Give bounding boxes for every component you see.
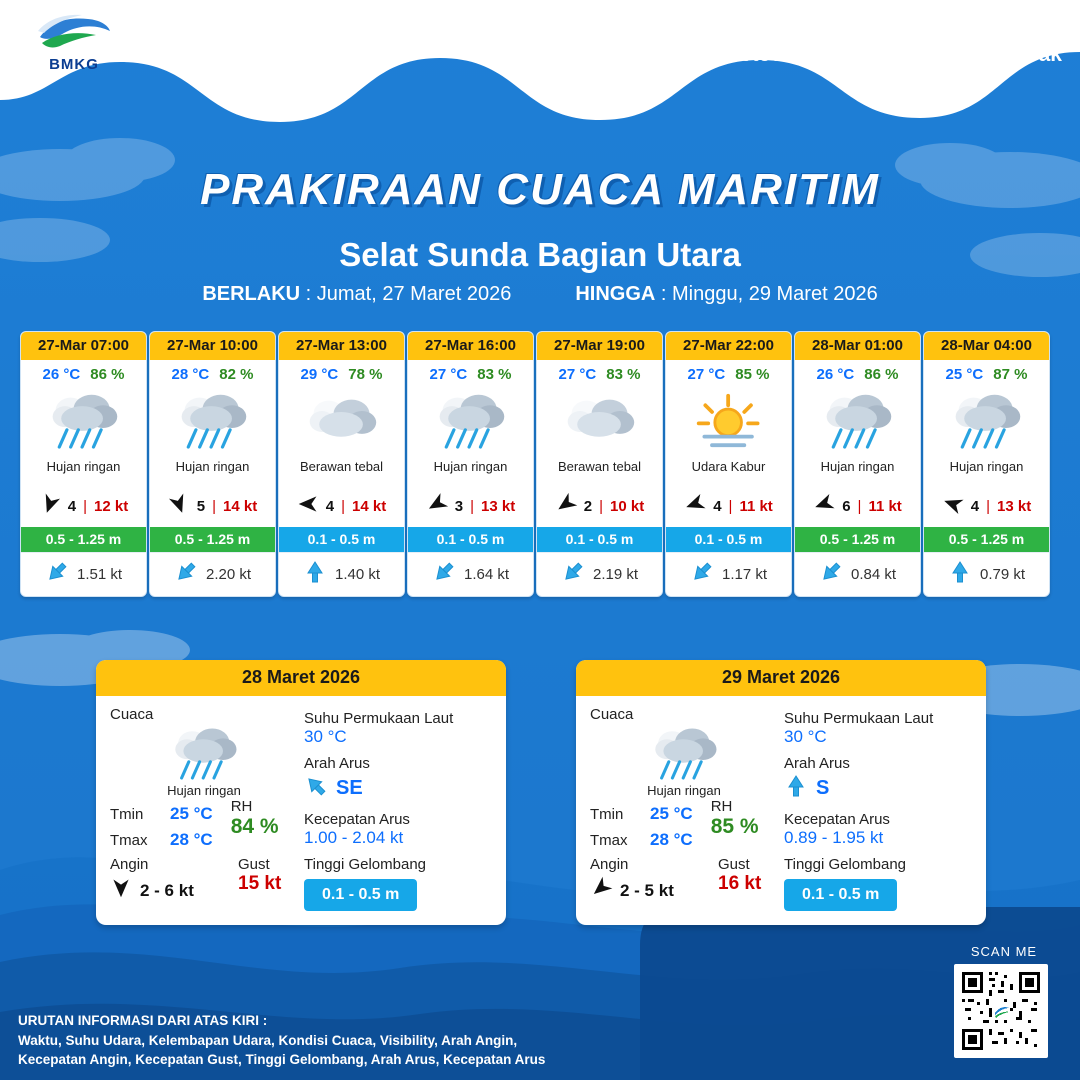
daily-card	[576, 660, 986, 925]
hourly-current-speed: 2.20 kt	[205, 565, 252, 583]
hourly-temperature: 27 °C	[429, 366, 468, 383]
haze-sun-icon	[666, 385, 791, 457]
hourly-current-speed: 1.51 kt	[76, 565, 123, 583]
hourly-humidity: 78 %	[348, 366, 383, 383]
wind-separator: |	[83, 497, 88, 515]
cloudy-thick-icon	[279, 385, 404, 457]
hourly-wind	[150, 477, 275, 527]
wind-direction-arrow-icon	[168, 493, 190, 519]
daily-current-speed: 1.00 - 2.04 kt	[304, 828, 404, 847]
hourly-wave-height: 0.5 - 1.25 m	[21, 527, 146, 552]
current-direction-arrow-icon	[819, 560, 843, 588]
hourly-temperature: 25 °C	[945, 366, 984, 383]
daily-tmin-label: Tmin	[110, 806, 144, 823]
hourly-wind-dir-value: 3	[454, 497, 464, 515]
hourly-meta	[795, 360, 920, 385]
hourly-humidity: 82 %	[219, 366, 254, 383]
hourly-wind	[795, 477, 920, 527]
daily-tmin: 25 °C	[170, 804, 213, 823]
hourly-condition: Udara Kabur	[691, 459, 766, 474]
hourly-card	[923, 331, 1050, 597]
daily-gust-label: Gust	[718, 856, 750, 873]
wind-separator: |	[341, 497, 346, 515]
hourly-wind	[666, 477, 791, 527]
daily-weather-label: Cuaca	[110, 706, 154, 723]
daily-rh: 84 %	[230, 815, 279, 838]
page-subtitle: Selat Sunda Bagian Utara	[339, 236, 741, 273]
rain-light-icon	[408, 385, 533, 457]
bmkg-logo	[14, 10, 134, 73]
qr-code-icon[interactable]	[954, 964, 1048, 1058]
hourly-meta	[21, 360, 146, 385]
hourly-card	[278, 331, 405, 597]
valid-to-value: : Minggu, 29 Maret 2026	[660, 283, 878, 305]
wind-direction-arrow-icon	[555, 493, 577, 519]
hourly-time: 28-Mar 01:00	[795, 332, 920, 360]
wind-direction-arrow-icon	[39, 493, 61, 519]
hourly-wind-dir-value: 4	[713, 497, 722, 515]
legend-line-2: Kecepatan Angin, Kecepatan Gust, Tinggi Gelombang, Arah Arus, Kecepatan Arus	[18, 1052, 546, 1068]
rain-light-icon	[795, 385, 920, 457]
hourly-temperature: 29 °C	[300, 366, 339, 383]
hourly-condition: Hujan ringan	[949, 459, 1024, 474]
daily-rh-label: RH	[710, 798, 733, 815]
daily-wind-label: Angin	[590, 856, 629, 873]
bmkg-logo-icon	[32, 10, 116, 54]
hourly-current-speed: 1.17 kt	[721, 565, 768, 583]
current-direction-arrow-icon	[561, 560, 585, 588]
header-titles	[517, 10, 1062, 67]
hourly-current	[924, 552, 1049, 596]
hourly-current-speed: 1.64 kt	[463, 565, 510, 583]
hourly-current	[150, 552, 275, 596]
daily-wind: 2 - 6 kt	[140, 880, 194, 900]
rain-light-icon	[150, 385, 275, 457]
valid-to	[575, 283, 877, 306]
hourly-time: 27-Mar 16:00	[408, 332, 533, 360]
hourly-meta	[150, 360, 275, 385]
rain-light-icon	[924, 385, 1049, 457]
daily-card	[96, 660, 506, 925]
hourly-wind	[279, 477, 404, 527]
daily-current-speed-label: Kecepatan Arus	[304, 811, 410, 828]
daily-wave-height: 0.1 - 0.5 m	[304, 879, 417, 911]
hourly-current	[666, 552, 791, 596]
hourly-wind	[408, 477, 533, 527]
daily-current-dir-label: Arah Arus	[784, 755, 850, 772]
daily-date: 29 Maret 2026	[576, 660, 986, 696]
current-direction-arrow-icon	[303, 560, 327, 588]
valid-to-label: HINGGA	[575, 283, 656, 305]
daily-wave-label: Tinggi Gelombang	[784, 856, 907, 873]
bmkg-logo-label: BMKG	[49, 56, 99, 73]
cloudy-thick-icon	[537, 385, 662, 457]
daily-current-speed-label: Kecepatan Arus	[784, 811, 890, 828]
hourly-card	[536, 331, 663, 597]
hourly-wind-speed: 13 kt	[481, 497, 516, 515]
page-title: PRAKIRAAN CUACA MARITIM	[200, 165, 880, 214]
hourly-temperature: 27 °C	[687, 366, 726, 383]
daily-weather-label: Cuaca	[590, 706, 634, 723]
daily-sst: 30 °C	[304, 727, 347, 746]
daily-gust-label: Gust	[238, 856, 270, 873]
hourly-humidity: 83 %	[606, 366, 641, 383]
wind-separator: |	[728, 497, 733, 515]
wind-separator: |	[470, 497, 475, 515]
valid-from-value: : Jumat, 27 Maret 2026	[305, 283, 512, 305]
hourly-wind-speed: 14 kt	[223, 497, 258, 515]
daily-current-dir: S	[816, 777, 830, 799]
rain-light-icon	[590, 723, 778, 785]
hourly-condition: Hujan ringan	[46, 459, 121, 474]
hourly-wave-height: 0.1 - 0.5 m	[666, 527, 791, 552]
current-direction-arrow-icon	[304, 774, 328, 803]
rain-light-icon	[110, 723, 298, 785]
wind-separator: |	[212, 497, 217, 515]
hourly-temperature: 26 °C	[42, 366, 81, 383]
validity-row	[0, 283, 1080, 306]
hourly-wind-dir-value: 4	[970, 497, 980, 515]
hourly-time: 27-Mar 07:00	[21, 332, 146, 360]
daily-tmax-label: Tmax	[110, 832, 148, 849]
hourly-meta	[279, 360, 404, 385]
hourly-wind-speed: 10 kt	[610, 497, 645, 515]
hourly-current	[537, 552, 662, 596]
wind-direction-arrow-icon	[813, 493, 835, 519]
hourly-time: 27-Mar 19:00	[537, 332, 662, 360]
current-direction-arrow-icon	[690, 560, 714, 588]
hourly-current	[795, 552, 920, 596]
hourly-card	[20, 331, 147, 597]
hourly-wind-speed: 12 kt	[94, 497, 129, 515]
daily-tmin-label: Tmin	[590, 806, 624, 823]
daily-current-dir: SE	[336, 777, 363, 799]
current-direction-arrow-icon	[45, 560, 69, 588]
hourly-wave-height: 0.5 - 1.25 m	[924, 527, 1049, 552]
current-direction-arrow-icon	[432, 560, 456, 588]
hourly-condition: Hujan ringan	[433, 459, 508, 474]
hourly-current-speed: 1.40 kt	[334, 565, 381, 583]
hourly-current	[21, 552, 146, 596]
hourly-humidity: 86 %	[864, 366, 899, 383]
daily-tmin: 25 °C	[650, 804, 693, 823]
hourly-wave-height: 0.1 - 0.5 m	[537, 527, 662, 552]
hourly-meta	[924, 360, 1049, 385]
hourly-meta	[408, 360, 533, 385]
hourly-wind	[924, 477, 1049, 527]
daily-gust: 16 kt	[718, 873, 762, 894]
daily-sst-label: Suhu Permukaan Laut	[304, 710, 454, 727]
hourly-wave-height: 0.1 - 0.5 m	[279, 527, 404, 552]
hourly-wind-speed: 13 kt	[997, 497, 1032, 515]
hourly-condition: Berawan tebal	[557, 459, 642, 474]
daily-wind: 2 - 5 kt	[620, 880, 674, 900]
hourly-current-speed: 0.79 kt	[979, 565, 1026, 583]
page-header	[0, 0, 1080, 95]
daily-current-speed: 0.89 - 1.95 kt	[784, 828, 884, 847]
hourly-card	[149, 331, 276, 597]
hourly-wind-speed: 14 kt	[352, 497, 387, 515]
hourly-time: 27-Mar 10:00	[150, 332, 275, 360]
daily-condition: Hujan ringan	[167, 783, 241, 798]
hourly-humidity: 85 %	[735, 366, 770, 383]
hourly-temperature: 27 °C	[558, 366, 597, 383]
legend-note	[18, 1011, 638, 1070]
current-direction-arrow-icon	[174, 560, 198, 588]
daily-forecast-list	[96, 660, 996, 925]
hourly-time: 27-Mar 22:00	[666, 332, 791, 360]
wind-direction-arrow-icon	[110, 877, 132, 904]
current-direction-arrow-icon	[784, 774, 808, 803]
hourly-wind-dir-value: 4	[67, 497, 77, 515]
station-name: Stasiun Meteorologi Maritim Kelas I Merak	[640, 43, 1062, 66]
hourly-wave-height: 0.5 - 1.25 m	[795, 527, 920, 552]
daily-rh: 85 %	[710, 815, 759, 838]
wind-separator: |	[857, 497, 862, 515]
daily-wave-height: 0.1 - 0.5 m	[784, 879, 897, 911]
daily-condition: Hujan ringan	[647, 783, 721, 798]
daily-sst-label: Suhu Permukaan Laut	[784, 710, 934, 727]
daily-sst: 30 °C	[784, 727, 827, 746]
hourly-wave-height: 0.1 - 0.5 m	[408, 527, 533, 552]
hourly-meta	[666, 360, 791, 385]
hourly-forecast-list	[20, 331, 1060, 597]
hourly-wind-dir-value: 4	[325, 497, 335, 515]
hourly-current-speed: 0.84 kt	[850, 565, 897, 583]
hourly-wave-height: 0.5 - 1.25 m	[150, 527, 275, 552]
hourly-wind	[21, 477, 146, 527]
hourly-humidity: 87 %	[993, 366, 1028, 383]
hourly-humidity: 86 %	[90, 366, 125, 383]
wind-direction-arrow-icon	[942, 493, 964, 519]
hourly-condition: Hujan ringan	[175, 459, 250, 474]
hourly-temperature: 26 °C	[816, 366, 855, 383]
daily-rh-label: RH	[230, 798, 253, 815]
hourly-meta	[537, 360, 662, 385]
qr-label: SCAN ME	[970, 944, 1038, 959]
valid-from	[202, 283, 511, 306]
wind-separator: |	[986, 497, 991, 515]
daily-tmax-label: Tmax	[590, 832, 628, 849]
wind-separator: |	[599, 497, 604, 515]
hourly-card	[665, 331, 792, 597]
hourly-wind-dir-value: 6	[842, 497, 851, 515]
hourly-wind-speed: 11 kt	[739, 497, 773, 515]
hourly-current	[279, 552, 404, 596]
hourly-time: 27-Mar 13:00	[279, 332, 404, 360]
hourly-wind-speed: 11 kt	[868, 497, 902, 515]
daily-tmax: 28 °C	[170, 830, 213, 849]
hourly-temperature: 28 °C	[171, 366, 210, 383]
wind-direction-arrow-icon	[297, 493, 319, 519]
hourly-wind-dir-value: 5	[196, 497, 206, 515]
rain-light-icon	[21, 385, 146, 457]
wind-direction-arrow-icon	[426, 493, 448, 519]
hourly-condition: Hujan ringan	[820, 459, 895, 474]
hourly-current	[408, 552, 533, 596]
daily-gust: 15 kt	[238, 873, 282, 894]
hourly-card	[794, 331, 921, 597]
hourly-humidity: 83 %	[477, 366, 512, 383]
qr-block[interactable]	[954, 944, 1054, 1058]
hourly-card	[407, 331, 534, 597]
hourly-wind	[537, 477, 662, 527]
hourly-condition: Berawan tebal	[299, 459, 384, 474]
daily-current-dir-label: Arah Arus	[304, 755, 370, 772]
hourly-time: 28-Mar 04:00	[924, 332, 1049, 360]
hourly-current-speed: 2.19 kt	[592, 565, 639, 583]
wind-direction-arrow-icon	[590, 877, 612, 904]
valid-from-label: BERLAKU	[202, 283, 301, 305]
daily-wave-label: Tinggi Gelombang	[304, 856, 427, 873]
daily-date: 28 Maret 2026	[96, 660, 506, 696]
legend-title: URUTAN INFORMASI DARI ATAS KIRI :	[18, 1013, 268, 1029]
wind-direction-arrow-icon	[684, 493, 706, 519]
daily-wind-label: Angin	[110, 856, 149, 873]
current-direction-arrow-icon	[948, 560, 972, 588]
daily-tmax: 28 °C	[650, 830, 693, 849]
agency-name: BADAN METEOROLOGI KLIMATOLOGI DAN GEOFISIKA	[517, 16, 1062, 38]
legend-line-1: Waktu, Suhu Udara, Kelembapan Udara, Kondisi Cuaca, Visibility, Arah Angin,	[18, 1032, 518, 1048]
hourly-wind-dir-value: 2	[583, 497, 593, 515]
